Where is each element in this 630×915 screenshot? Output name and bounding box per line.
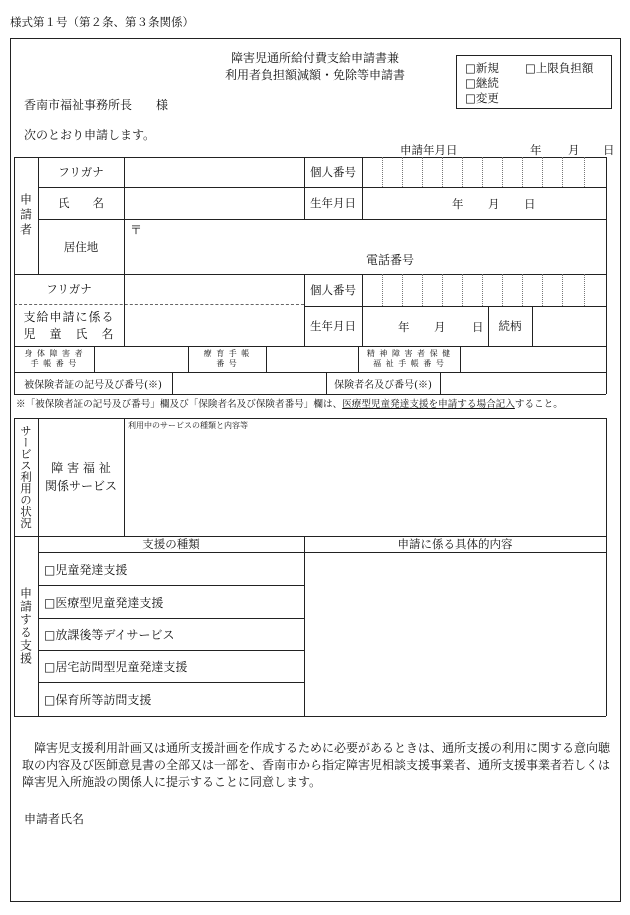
applicant-birth-date-label: 生年月日	[310, 196, 356, 210]
postal-mark: 〒	[130, 223, 143, 237]
application-date-year[interactable]: 年	[530, 143, 542, 157]
applicant-personal-number-label: 個人番号	[310, 165, 356, 179]
rehab-handbook-line1: 療 育 手 帳	[203, 349, 251, 358]
support-content-header: 申請に係る具体的内容	[397, 537, 513, 551]
child-name-label	[14, 304, 124, 346]
child-birth-day[interactable]: 日	[472, 320, 484, 334]
physical-handbook-line2: 手 帳 番 号	[30, 359, 78, 368]
applicant-birth-year[interactable]: 年	[452, 197, 464, 211]
intro-text: 次のとおり申請します。	[24, 128, 156, 142]
application-date-day[interactable]: 日	[603, 143, 615, 157]
checkbox-change[interactable]: □変更	[465, 91, 499, 105]
form-title	[170, 50, 460, 84]
child-birth-year[interactable]: 年	[398, 320, 410, 334]
checkbox-new[interactable]: □新規	[465, 61, 499, 75]
child-birth-date-label: 生年月日	[310, 319, 356, 333]
insurance-note-underline: 医療型児童発達支援を申請する場合記入	[342, 399, 515, 410]
insurance-note	[16, 396, 563, 410]
mental-handbook-label	[358, 346, 460, 372]
child-birth-month[interactable]: 月	[434, 320, 446, 334]
physical-handbook-line1: 身 体 障 害 者	[24, 349, 84, 358]
service-content-hint: 利用中のサービスの種類と内容等	[128, 421, 248, 430]
addressee: 香南市福祉事務所長 様	[24, 98, 169, 112]
service-label-line1: 障 害 福 祉	[51, 461, 111, 475]
child-name-label-line2: 児 童 氏 名	[23, 327, 115, 341]
applicant-name-label: 氏 名	[58, 196, 104, 210]
application-type-box	[456, 55, 612, 109]
insurance-note-prefix: ※「被保険者証の記号及び番号」欄及び「保険者名及び保険者番号」欄は、	[16, 399, 343, 410]
checkbox-upper-limit[interactable]: □上限負担額	[525, 61, 594, 75]
application-date-label: 申請年月日	[400, 143, 458, 157]
title-line-2: 利用者負担額減額・免除等申請書	[224, 68, 405, 82]
insured-card-label: 被保険者証の記号及び番号(※)	[24, 379, 162, 391]
applicant-birth-day[interactable]: 日	[524, 197, 536, 211]
applicant-birth-month[interactable]: 月	[488, 197, 500, 211]
applicant-address-label: 居住地	[63, 239, 99, 254]
applicant-section-label: 申請者	[18, 193, 33, 238]
support-item-after-school-day-service[interactable]: □放課後等デイサービス	[44, 628, 175, 642]
mental-handbook-line2: 福 祉 手 帳 番 号	[373, 359, 445, 368]
insurance-note-suffix: すること。	[514, 399, 563, 410]
rehab-handbook-label	[188, 346, 266, 372]
support-item-medical-child-development[interactable]: □医療型児童発達支援	[44, 596, 164, 610]
application-date-month[interactable]: 月	[568, 143, 580, 157]
support-type-header: 支援の種類	[142, 537, 200, 551]
service-label	[38, 418, 124, 536]
title-line-1: 障害児通所給付費支給申請書兼	[230, 51, 399, 65]
consent-paragraph: 障害児支援利用計画又は通所支援計画を作成するために必要があるときは、通所支援の利用に関する意向聴取の内容及び医師意見書の全部又は一部を、香南市から指定障害児相談支援事業者、通所支援事業者若しくは障害児入所施設の関係人に提示することに同意します。	[22, 741, 611, 789]
applicant-furigana-label: フリガナ	[58, 165, 104, 179]
child-furigana-label: フリガナ	[46, 282, 92, 296]
support-item-home-visit-child-development[interactable]: □居宅訪問型児童発達支援	[44, 660, 188, 674]
phone-label: 電話番号	[366, 253, 415, 267]
form-number-label: 様式第１号（第２条、第３条関係）	[10, 15, 194, 29]
mental-handbook-line1: 精 神 障 害 者 保 健	[366, 349, 452, 358]
physical-handbook-label	[14, 346, 94, 372]
support-item-nursery-visit-support[interactable]: □保育所等訪問支援	[44, 693, 152, 707]
service-label-line2: 関係サービス	[44, 479, 117, 493]
child-relation-label: 続柄	[498, 319, 522, 333]
support-section-label: 申請する支援	[18, 587, 33, 665]
applicant-signature-label: 申請者氏名	[24, 812, 85, 826]
support-item-child-development[interactable]: □児童発達支援	[44, 563, 128, 577]
checkbox-continue[interactable]: □継続	[465, 76, 499, 90]
service-status-section-label: サービス利用の状況	[19, 425, 33, 529]
child-name-label-line1: 支給申請に係る	[23, 310, 115, 324]
rehab-handbook-line2: 番 号	[216, 359, 238, 368]
child-personal-number-label: 個人番号	[310, 283, 356, 297]
insurer-label: 保険者名及び番号(※)	[334, 379, 432, 391]
